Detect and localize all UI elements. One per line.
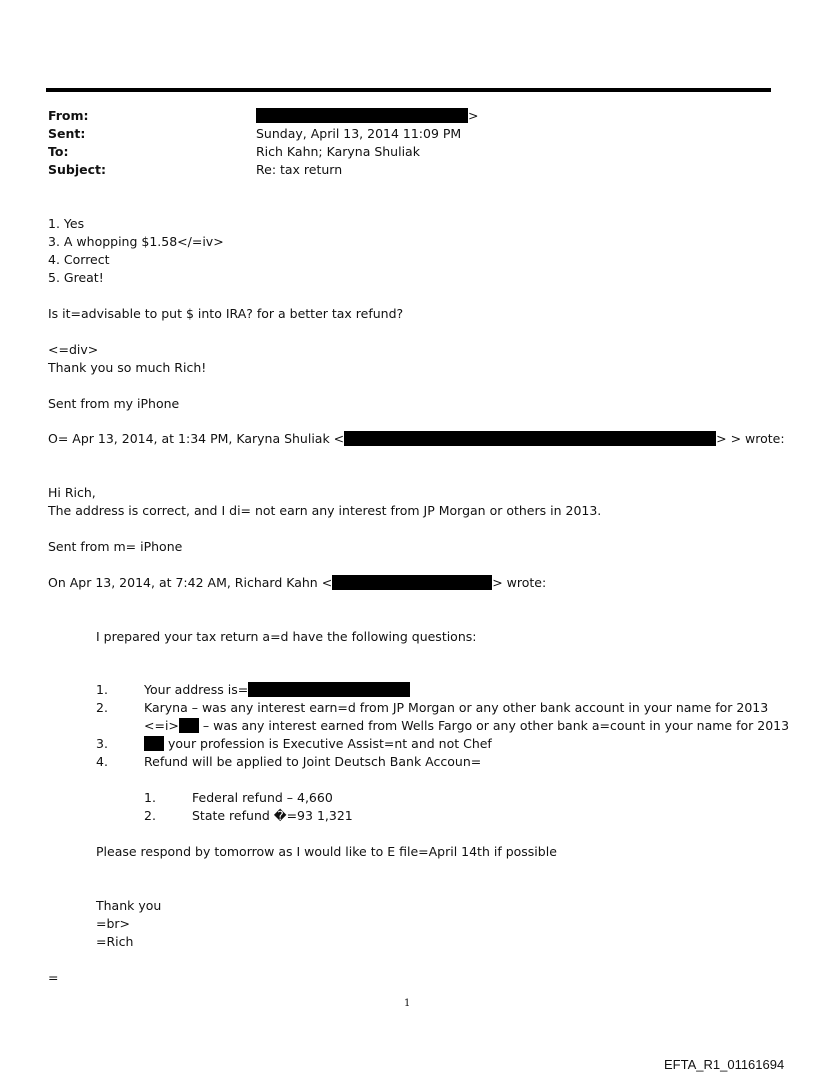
intro-line: I prepared your tax return a=d have the following questions:: [96, 629, 477, 644]
list-item: [144, 682, 410, 698]
redaction-box: [344, 431, 716, 446]
br-tag-text: =br>: [96, 916, 131, 931]
list-item-text: Refund will be applied to Joint Deutsch Bank Accoun=: [144, 754, 482, 769]
subject-value: Re: tax return: [256, 162, 343, 177]
quote-header-richard: [48, 575, 546, 591]
header-rule: [46, 88, 771, 92]
list-item: [144, 736, 492, 752]
list-number: 3.: [96, 736, 108, 751]
trailer-mark: =: [48, 970, 59, 985]
redaction-box: [144, 736, 164, 751]
list-item-prefix: <=i>: [144, 718, 179, 733]
answer-line: 4. Correct: [48, 252, 110, 267]
respond-line: Please respond by tomorrow as I would like to E file=April 14th if possible: [96, 844, 557, 859]
from-suffix: >: [468, 108, 479, 123]
document-id: EFTA_R1_01161694: [664, 1057, 785, 1072]
from-value: [256, 108, 478, 124]
list-item-text: Karyna – was any interest earn=d from JP Morgan or any other bank account in your name for 2013: [144, 700, 769, 715]
from-label: From:: [48, 108, 89, 123]
signature: =Rich: [96, 934, 134, 949]
answer-line: 5. Great!: [48, 270, 104, 285]
quote-header-prefix: On Apr 13, 2014, at 7:42 AM, Richard Kahn <: [48, 575, 333, 590]
quote-header-karyna: [48, 431, 785, 447]
sent-label: Sent:: [48, 126, 86, 141]
list-item: [144, 718, 789, 734]
sent-from-line: Sent from m= iPhone: [48, 539, 183, 554]
redaction-box: [179, 718, 199, 733]
div-tag-text: <=div>: [48, 342, 99, 357]
sublist-number: 2.: [144, 808, 156, 823]
state-refund: State refund �=93 1,321: [192, 808, 353, 823]
sublist-number: 1.: [144, 790, 156, 805]
list-item-text: your profession is Executive Assist=nt and not Chef: [164, 736, 492, 751]
thank-you-line: Thank you: [96, 898, 162, 913]
thanks-line: Thank you so much Rich!: [48, 360, 207, 375]
quote-header-prefix: O= Apr 13, 2014, at 1:34 PM, Karyna Shuliak <: [48, 431, 345, 446]
redaction-box: [248, 682, 410, 697]
list-number: 1.: [96, 682, 108, 697]
list-item-text: Your address is=: [144, 682, 249, 697]
to-label: To:: [48, 144, 69, 159]
sent-from-line: Sent from my iPhone: [48, 396, 180, 411]
subject-label: Subject:: [48, 162, 106, 177]
sent-value: Sunday, April 13, 2014 11:09 PM: [256, 126, 462, 141]
answer-line: 1. Yes: [48, 216, 85, 231]
to-value: Rich Kahn; Karyna Shuliak: [256, 144, 420, 159]
redaction-box: [332, 575, 492, 590]
karyna-body: The address is correct, and I di= not earn any interest from JP Morgan or others in 2013.: [48, 503, 602, 518]
answer-line: 3. A whopping $1.58</=iv>: [48, 234, 224, 249]
list-number: 2.: [96, 700, 108, 715]
list-item-text: – was any interest earned from Wells Fargo or any other bank a=count in your name for 2013: [198, 718, 790, 733]
quote-header-suffix: > > wrote:: [716, 431, 785, 446]
ira-question: Is it=advisable to put $ into IRA? for a better tax refund?: [48, 306, 404, 321]
federal-refund: Federal refund – 4,660: [192, 790, 333, 805]
quote-header-suffix: > wrote:: [492, 575, 547, 590]
greeting-line: Hi Rich,: [48, 485, 96, 500]
redaction-box: [256, 108, 468, 123]
page-number: 1: [404, 998, 411, 1009]
list-number: 4.: [96, 754, 108, 769]
